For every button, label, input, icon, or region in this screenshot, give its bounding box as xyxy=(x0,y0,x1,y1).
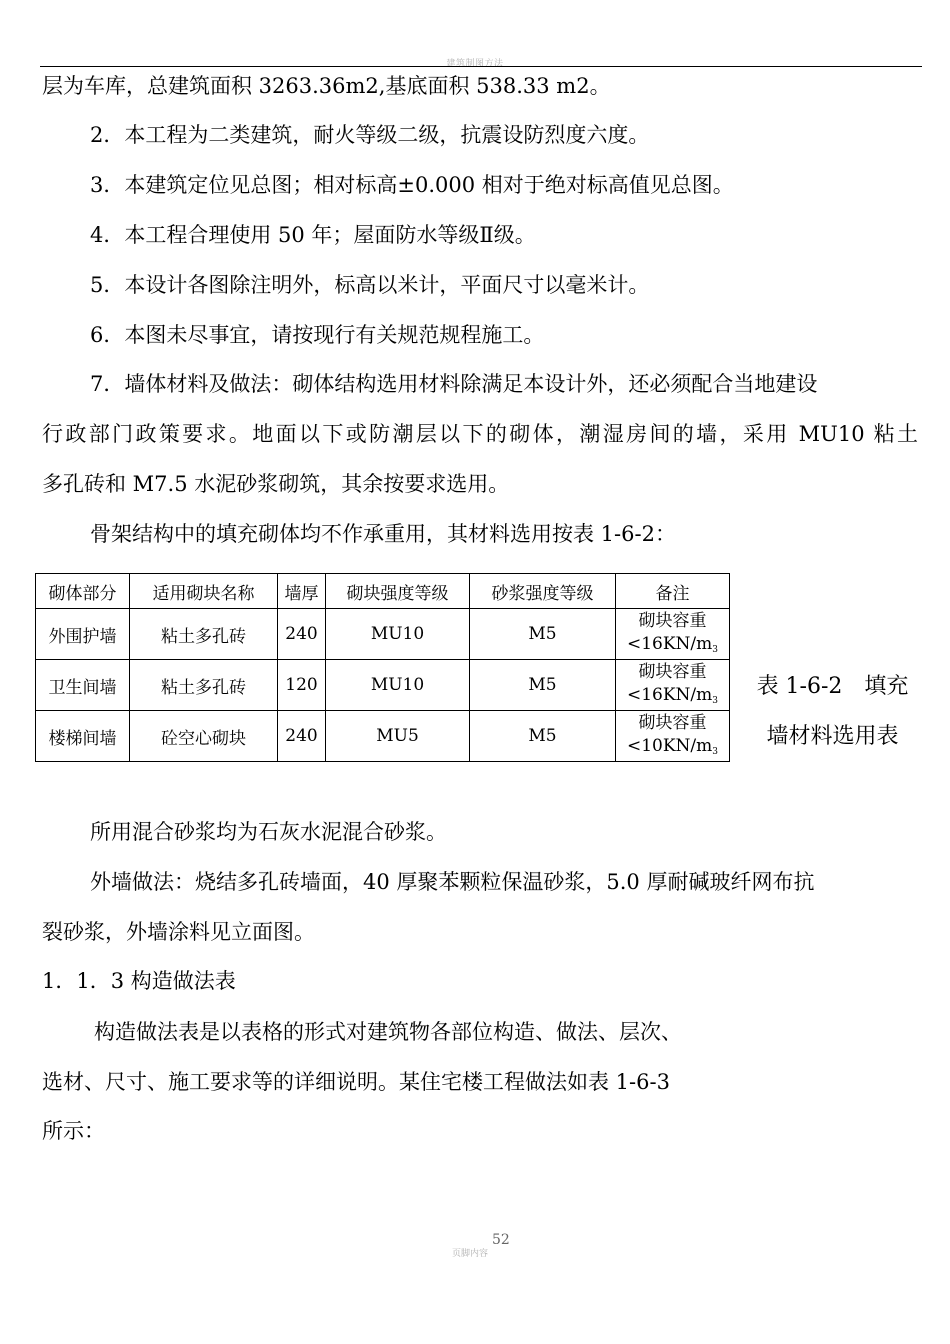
paragraph-construction-cont: 选材、尺寸、施工要求等的详细说明。某住宅楼工程做法如表 1-6-3 xyxy=(42,1070,670,1094)
note-line: <10KN/m xyxy=(626,735,713,756)
paragraph-item-5: 5．本设计各图除注明外，标高以米计，平面尺寸以毫米计。 xyxy=(90,273,650,297)
page-header: 建筑制图方法 xyxy=(446,59,504,69)
table-header-cell: 砂浆强度等级 xyxy=(470,574,616,609)
note-unit: 3 xyxy=(712,644,719,655)
table-cell: M5 xyxy=(470,711,616,762)
paragraph-mortar: 所用混合砂浆均为石灰水泥混合砂浆。 xyxy=(90,820,447,844)
table-header-row xyxy=(36,574,730,609)
table-row xyxy=(36,609,730,660)
table-cell: 楼梯间墙 xyxy=(36,711,130,762)
paragraph-item-2: 2．本工程为二类建筑，耐火等级二级，抗震设防烈度六度。 xyxy=(90,123,650,147)
paragraph-table-intro: 骨架结构中的填充砌体均不作承重用，其材料选用按表 1-6-2： xyxy=(90,522,676,546)
table-row xyxy=(36,711,730,762)
paragraph-item-3: 3．本建筑定位见总图；相对标高±0.000 相对于绝对标高值见总图。 xyxy=(90,173,734,197)
paragraph-line: 层为车库，总建筑面积 3263.36m2,基底面积 538.33 m2。 xyxy=(42,74,611,98)
note-line: 砌块容重 xyxy=(638,712,707,733)
caption-line: 表 1-6-2 填充 xyxy=(756,674,909,699)
note-line: <16KN/m xyxy=(626,633,713,654)
page-footer: 页脚内容 xyxy=(452,1249,489,1259)
table-cell: 粘土多孔砖 xyxy=(130,660,278,711)
table-cell: 120 xyxy=(278,660,326,711)
table-header-cell: 砌体部分 xyxy=(36,574,130,609)
paragraph-item-7: 7．墙体材料及做法：砌体结构选用材料除满足本设计外，还必须配合当地建设 xyxy=(90,372,818,396)
paragraph-construction-end: 所示： xyxy=(42,1119,105,1143)
note-line: <16KN/m xyxy=(626,684,713,705)
table-cell: MU10 xyxy=(326,609,470,660)
table-cell: 砼空心砌块 xyxy=(130,711,278,762)
table-cell: 卫生间墙 xyxy=(36,660,130,711)
table-header-cell: 砌块强度等级 xyxy=(326,574,470,609)
table-cell: M5 xyxy=(470,609,616,660)
note-line: 砌块容重 xyxy=(638,661,707,682)
table-header-cell: 适用砌块名称 xyxy=(130,574,278,609)
paragraph-exterior-wall-cont: 裂砂浆，外墙涂料见立面图。 xyxy=(42,920,315,944)
paragraph-construction: 构造做法表是以表格的形式对建筑物各部位构造、做法、层次、 xyxy=(94,1020,682,1044)
table-cell: M5 xyxy=(470,660,616,711)
section-heading: 1．1．3 构造做法表 xyxy=(42,969,236,993)
paragraph-exterior-wall: 外墙做法：烧结多孔砖墙面，40 厚聚苯颗粒保温砂浆，5.0 厚耐碱玻纤网布抗 xyxy=(90,870,815,894)
table-cell: MU10 xyxy=(326,660,470,711)
paragraph-item-7-cont: 行政部门政策要求。地面以下或防潮层以下的砌体，潮湿房间的墙，采用 MU10 粘土 xyxy=(42,422,918,446)
table-note-cell xyxy=(616,660,730,711)
page-number: 52 xyxy=(492,1232,510,1248)
table-note-cell xyxy=(616,711,730,762)
table-cell: MU5 xyxy=(326,711,470,762)
table-cell: 240 xyxy=(278,711,326,762)
paragraph-item-6: 6．本图未尽事宜，请按现行有关规范规程施工。 xyxy=(90,323,545,347)
paragraph-item-4: 4．本工程合理使用 50 年；屋面防水等级Ⅱ级。 xyxy=(90,223,536,247)
table-cell: 外围护墙 xyxy=(36,609,130,660)
table-cell: 240 xyxy=(278,609,326,660)
table-note-cell xyxy=(616,609,730,660)
note-unit: 3 xyxy=(712,695,719,706)
note-unit: 3 xyxy=(712,746,719,757)
table-header-cell: 墙厚 xyxy=(278,574,326,609)
paragraph-item-7-end: 多孔砖和 M7.5 水泥砂浆砌筑，其余按要求选用。 xyxy=(42,472,510,496)
table-cell: 粘土多孔砖 xyxy=(130,609,278,660)
wall-material-table xyxy=(35,573,730,762)
note-line: 砌块容重 xyxy=(638,610,707,631)
header-rule xyxy=(40,66,922,67)
table-header-cell: 备注 xyxy=(616,574,730,609)
table-caption xyxy=(740,662,925,762)
caption-line: 墙材料选用表 xyxy=(766,724,899,749)
table-row xyxy=(36,660,730,711)
